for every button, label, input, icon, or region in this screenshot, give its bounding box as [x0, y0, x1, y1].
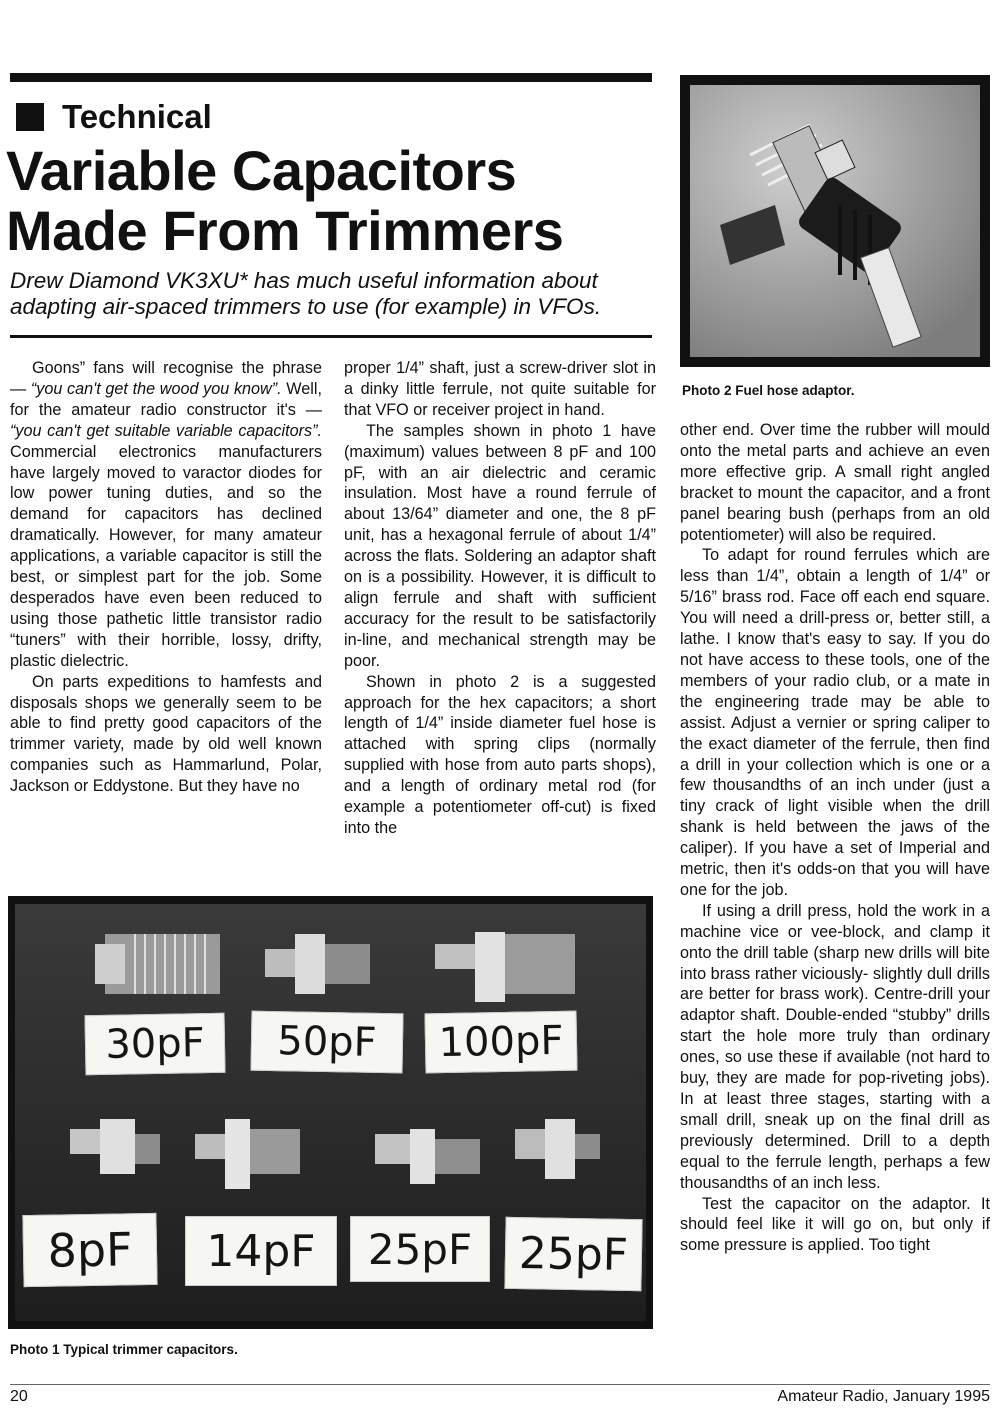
paragraph: The samples shown in photo 1 have (maximum) values between 8 pF and 100 pF, with an air dielectric and ceramic insulation. Most have a round ferrule of about 13/64” diameter and one, the 8 pF unit, has a hexagonal ferrule of about 1/4” across the flats. Soldering an adaptor shaft on is a possibility. However, it is difficult to align ferrule and shaft with sufficient accuracy for the result to be satisfactorily in-line, and mechanical strength may be poor. [344, 421, 656, 670]
label-card: 100pF [424, 1011, 577, 1074]
text-column-2 [344, 358, 656, 886]
paragraph: Shown in photo 2 is a suggested approach for the hex capacitors; a short length of 1/4” inside diameter fuel hose is attached with spring clips (normally supplied with hose from auto parts shops), and a length of ordinary metal rod (for example a potentiometer off-cut) is fixed into the [344, 672, 656, 837]
capacitor-30pf [95, 934, 220, 994]
label-card: 50pF [250, 1011, 403, 1074]
paragraph: Test the capacitor on the adaptor. It should feel like it will go on, but only if some pressure is applied. Too tight [680, 1194, 990, 1255]
footer-rule [10, 1384, 990, 1385]
label-card: 30pF [84, 1013, 225, 1075]
quote: “you can't get suitable variable capacitors”. [10, 421, 322, 440]
top-rule [10, 73, 652, 82]
photo-1-caption: Photo 1 Typical trimmer capacitors. [10, 1342, 238, 1357]
paragraph: other end. Over time the rubber will mould onto the metal parts and achieve an even more effective grip. A small right angled bracket to mount the capacitor, and a front panel bearing bush (perhaps from an old potentiometer) will also be required. [680, 421, 990, 544]
section-label [10, 97, 212, 137]
photo-2-caption: Photo 2 Fuel hose adaptor. [682, 383, 855, 398]
paragraph [10, 358, 322, 672]
publication-footer: Amateur Radio, January 1995 [777, 1388, 990, 1405]
photo-2-image [690, 85, 980, 357]
quote: “you can't get the wood you know”. [30, 379, 282, 398]
page-number: 20 [10, 1388, 28, 1405]
title-line-1: Variable Capacitors [6, 139, 517, 202]
article-subtitle: Drew Diamond VK3XU* has much useful information about adapting air-spaced trimmers to use (for example) in VFOs. [10, 268, 602, 319]
text-column-3 [680, 420, 990, 1365]
photo-1-image [15, 904, 646, 1321]
text-run: Commercial electronics manufacturers have largely moved to varactor diodes for low power tuning duties, and so the demand for capacitors has declined dramatically. However, for many amateur applications, a variable capacitor is still the best, or simplest part for the job. Some desperados have even been reduced to using those pathetic little transistor radio “tuners” with their horrible, lossy, drifty, plastic dielectric. [10, 442, 322, 670]
label-card: 25pF [504, 1217, 642, 1291]
text-run: Well, for the amateur radio constructor it's — [10, 379, 322, 419]
section-square-icon [16, 103, 44, 131]
paragraph: proper 1/4” shaft, just a screw-driver slot in a dinky little ferrule, not quite suitable for that VFO or receiver project in hand. [344, 359, 656, 419]
section-label-text: Technical [62, 98, 212, 135]
paragraph: If using a drill press, hold the work in a machine vice or vee-block, and clamp it onto the drill table (sharp new drills will bite into brass rather viciously- slightly dull drills are better for brass work). Centre-drill your adaptor shaft. Double-ended “stubby” drills start the hole more truly than ordinary ones, so use these if available (not hard to buy, they are made for pop-riveting jobs). In at least three stages, starting with a small drill, sneak up on the final drill as previously determined. Drill to a depth equal to the ferrule length, perhaps a few thousandths of an inch less. [680, 901, 990, 1192]
text-run: Goons” fans will recognise the phrase — [10, 359, 322, 398]
text-column-1 [10, 358, 322, 886]
label-card: 14pF [185, 1216, 337, 1286]
paragraph: On parts expeditions to hamfests and disposals shops we generally seem to be able to find pretty good capacitors of the trimmer variety, made by old well known companies such as Hammarlund, Polar, Jackson or Eddystone. But they have no [10, 672, 322, 796]
label-card: 25pF [350, 1216, 490, 1282]
label-card: 8pF [22, 1213, 157, 1287]
paragraph: To adapt for round ferrules which are less than 1/4”, obtain a length of 1/4” or 5/16” brass rod. Face off each end square. You will need a drill-press or, better still, a lathe. I know that's easy to say. If you do not have access to these tools, one of the members of your radio club, or a mate in the engineering trade may be able to assist. Adjust a vernier or spring caliper to the exact diameter of the ferrule, then find a drill in your collection which is one or a few thousandths of an inch under (just a tiny crack of light visible when the drill shank is held between the jaws of the caliper). If you have a set of Imperial and metric, then it's odds-on that you will have one for the job. [680, 546, 990, 899]
fuel-hose-adaptor-photo [690, 85, 980, 357]
title-line-2: Made From Trimmers [6, 199, 564, 262]
article-title [6, 141, 654, 261]
header-rule [10, 335, 652, 338]
